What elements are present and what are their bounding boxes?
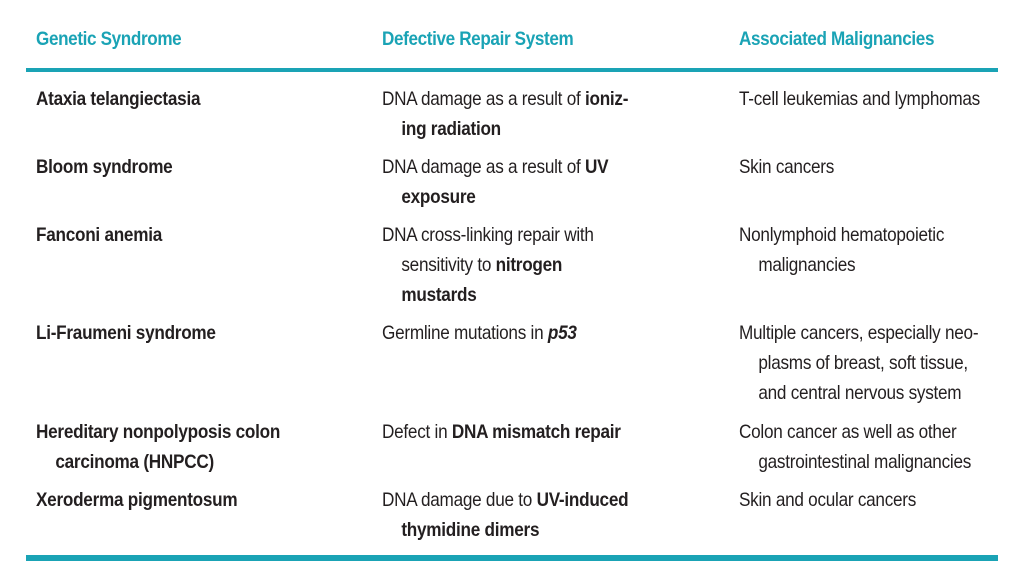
syndrome-cell: Bloom syndrome bbox=[36, 156, 173, 178]
malignancies-cell: Skin and ocular cancers bbox=[739, 489, 917, 511]
syndrome-cell: Li-Fraumeni syndrome bbox=[36, 322, 216, 344]
header-genetic-syndrome: Genetic Syndrome bbox=[36, 29, 182, 50]
syndrome-cell: Xeroderma pigmentosum bbox=[36, 489, 238, 511]
malignancies-cell: Colon cancer as well as other gastrointestinal malignancies bbox=[739, 421, 972, 473]
malignancies-cell: T-cell leukemias and lymphomas bbox=[739, 88, 981, 110]
repair-cell: Germline mutations in p53 bbox=[382, 322, 577, 344]
repair-cell: DNA damage as a result of UV exposure bbox=[382, 156, 609, 208]
table-header bbox=[26, 24, 998, 68]
malignancies-cell: Multiple cancers, especially neo- plasms of breast, soft tissue, and central nervous system bbox=[739, 322, 979, 404]
header-divider bbox=[26, 68, 998, 72]
repair-cell: Defect in DNA mismatch repair bbox=[382, 421, 621, 443]
syndrome-cell: Fanconi anemia bbox=[36, 224, 163, 246]
header-defective-repair-system: Defective Repair System bbox=[382, 29, 574, 50]
repair-cell: DNA damage as a result of ioniz- ing radiation bbox=[382, 88, 629, 140]
malignancies-cell: Nonlymphoid hematopoietic malignancies bbox=[739, 224, 945, 276]
syndrome-cell: Hereditary nonpolyposis colon carcinoma (HNPCC) bbox=[36, 421, 281, 473]
repair-cell: DNA damage due to UV-induced thymidine dimers bbox=[382, 489, 629, 541]
repair-cell: DNA cross-linking repair with sensitivity to nitrogen mustards bbox=[382, 224, 594, 306]
table-bottom-rule bbox=[26, 555, 998, 561]
header-associated-malignancies: Associated Malignancies bbox=[739, 29, 935, 50]
malignancies-cell: Skin cancers bbox=[739, 156, 835, 178]
syndrome-cell: Ataxia telangiectasia bbox=[36, 88, 201, 110]
